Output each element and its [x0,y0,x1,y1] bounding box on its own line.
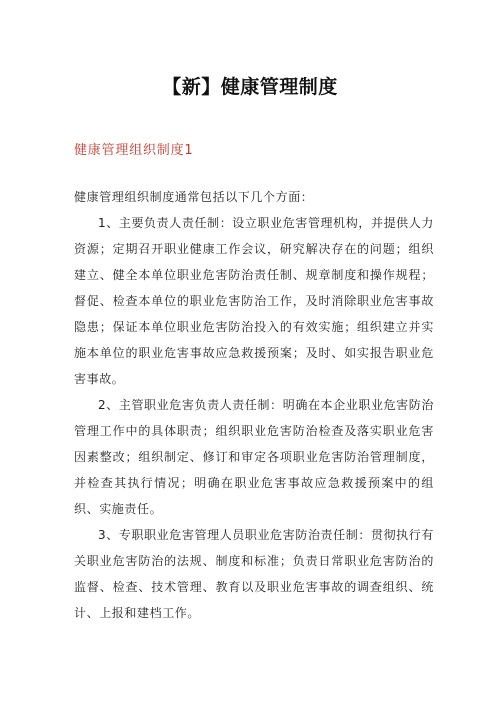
paragraph-1: 1、主要负责人责任制：设立职业危害管理机构，并提供人力资源；定期召开职业健康工作会议，研究解决存在的问题；组织建立、健全本单位职业危害防治责任制、规章制度和操作规程；督促、检查本单位的职业危害防治工作，及时消除职业危害事故隐患；保证本单位职业危害防治投入的有效实施；组织建立并实施本单位的职业危害事故应急救援预案；及时、如实报告职业危害事故。 [74,216,434,386]
document-title: 【新】健康管理制度 [162,76,338,98]
intro-paragraph: 健康管理组织制度通常包括以下几个方面： [74,190,314,204]
paragraph-2: 2、主管职业危害负责人责任制：明确在本企业职业危害防治管理工作中的具体职责；组织职业危害防治检查及落实职业危害因素整改；组织制定、修订和审定各项职业危害防治管理制度，并检查其执行情况；明确在职业危害事故应急救援预案中的组织、实施责任。 [74,398,434,516]
paragraph-3: 3、专职职业危害管理人员职业危害防治责任制：贯彻执行有关职业危害防治的法规、制度和标准；负责日常职业危害防治的监督、检查、技术管理、教育以及职业危害事故的调查组织、统计、上报和建档工作。 [74,528,434,620]
document-body [74,184,434,626]
section-heading: 健康管理组织制度1 [74,143,194,158]
